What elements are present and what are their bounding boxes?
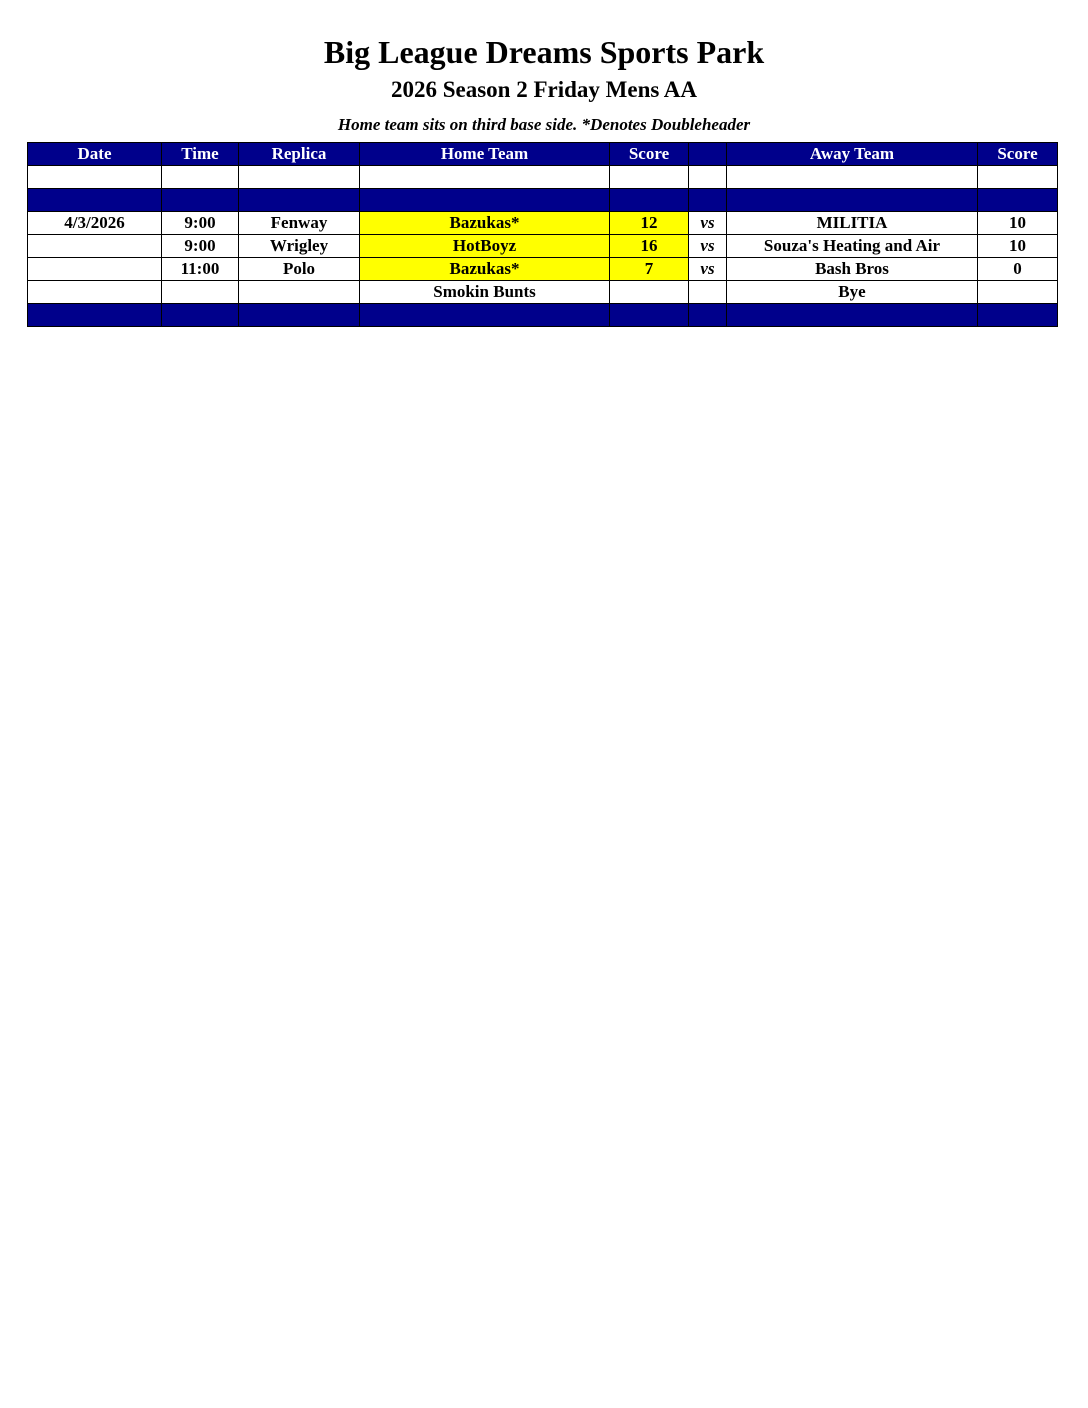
home-team-cell: Smokin Bunts [360,281,610,304]
away-score-cell [978,281,1058,304]
column-header-vs [689,143,727,166]
column-header-replica: Replica [239,143,360,166]
away-score-cell: 10 [978,235,1058,258]
time-cell: 9:00 [162,235,239,258]
schedule-table [27,142,1058,327]
table-row [28,235,1058,258]
away-team-cell: Bash Bros [727,258,978,281]
time-cell: 11:00 [162,258,239,281]
time-cell: 9:00 [162,212,239,235]
column-header-away-score: Score [978,143,1058,166]
vs-cell: vs [689,258,727,281]
date-cell [28,281,162,304]
home-score-cell: 16 [610,235,689,258]
date-cell [28,258,162,281]
vs-cell [689,281,727,304]
table-row [28,212,1058,235]
home-score-cell [610,281,689,304]
home-team-cell: HotBoyz [360,235,610,258]
away-team-cell: MILITIA [727,212,978,235]
away-score-cell: 10 [978,212,1058,235]
replica-cell: Polo [239,258,360,281]
separator-band-row [28,189,1058,212]
vs-cell: vs [689,235,727,258]
away-team-cell: Souza's Heating and Air [727,235,978,258]
date-cell [28,235,162,258]
page-subtitle: 2026 Season 2 Friday Mens AA [390,77,698,102]
away-score-cell: 0 [978,258,1058,281]
footer-band-row [28,304,1058,327]
column-header-away-team: Away Team [727,143,978,166]
time-cell [162,281,239,304]
replica-cell: Wrigley [239,235,360,258]
replica-cell: Fenway [239,212,360,235]
home-score-cell: 7 [610,258,689,281]
vs-cell: vs [689,212,727,235]
date-cell: 4/3/2026 [28,212,162,235]
home-team-cell: Bazukas* [360,212,610,235]
table-row [28,281,1058,304]
column-header-home-team: Home Team [360,143,610,166]
column-header-home-score: Score [610,143,689,166]
column-header-date: Date [28,143,162,166]
page-title: Big League Dreams Sports Park [323,34,765,70]
table-header-row [28,143,1058,166]
column-header-time: Time [162,143,239,166]
schedule-note: Home team sits on third base side. *Denotes Doubleheader [337,115,751,134]
home-team-cell: Bazukas* [360,258,610,281]
replica-cell [239,281,360,304]
table-row [28,258,1058,281]
empty-row [28,166,1058,189]
away-team-cell: Bye [727,281,978,304]
home-score-cell: 12 [610,212,689,235]
